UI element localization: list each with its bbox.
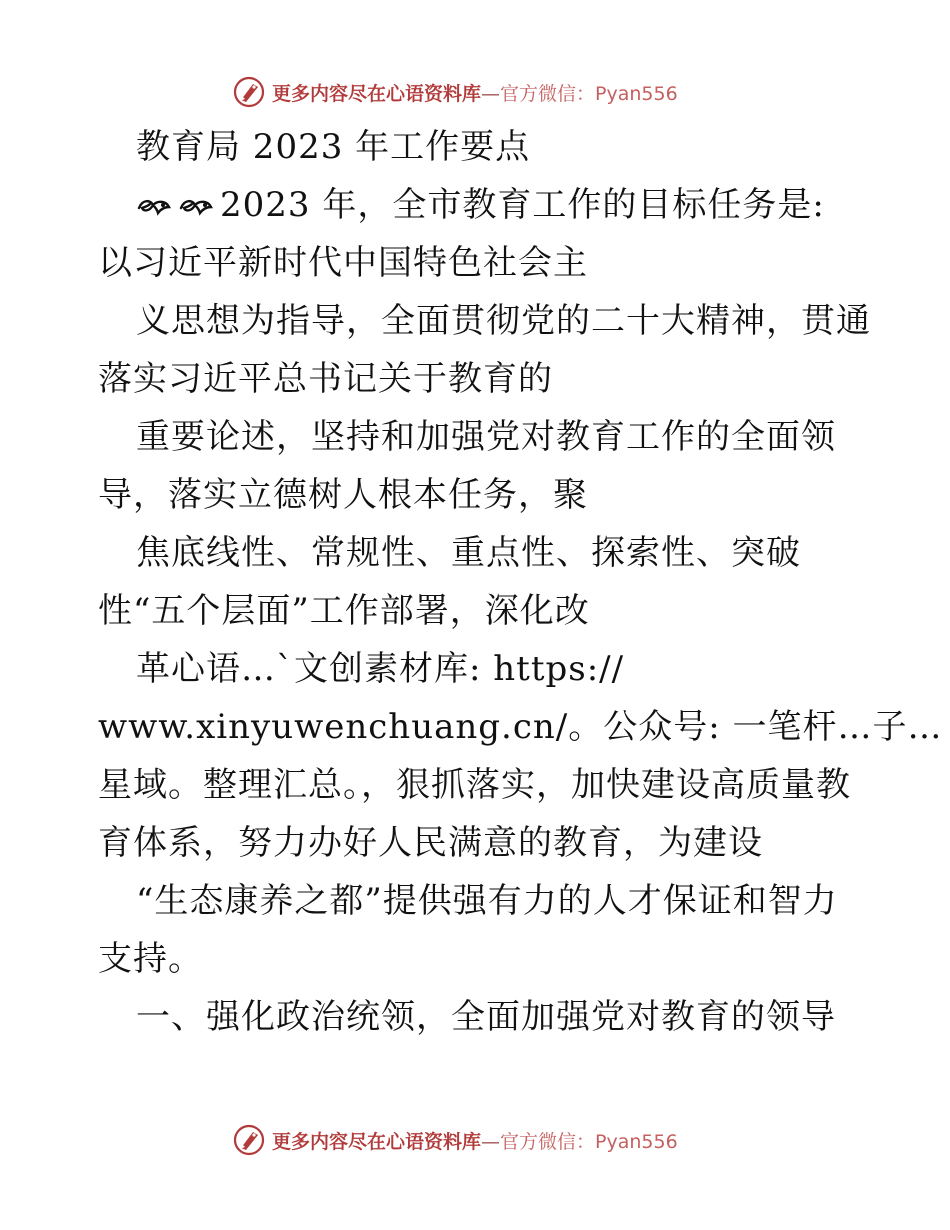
paragraph-line: 重要论述，坚持和加强党对教育工作的全面领 (136, 417, 836, 457)
paragraph-line: “生态康养之都”提供强有力的人才保证和智力 (136, 881, 838, 921)
paragraph-line: 革心语…`文创素材库: https:// (136, 649, 625, 689)
fleuron-icon (136, 194, 172, 218)
watermark-text: 更多内容尽在心语资料库—官方微信：Pyan556 (272, 1130, 678, 1153)
header-watermark (232, 72, 732, 112)
paragraph-line: 义思想为指导，全面贯彻党的二十大精神，贯通 (136, 301, 871, 341)
paragraph-line: www.xinyuwenchuang.cn/。公众号: 一笔杆…子… (98, 707, 943, 747)
paragraph-line: 支持。 (98, 939, 203, 979)
watermark-text: 更多内容尽在心语资料库—官方微信：Pyan556 (272, 82, 678, 105)
paragraph-line: 星域。整理汇总。，狠抓落实，加快建设高质量教 (98, 765, 851, 805)
document-body (98, 118, 943, 1046)
paragraph-line: 焦底线性、常规性、重点性、探索性、突破 (136, 533, 801, 573)
section-heading: 一、强化政治统领，全面加强党对教育的领导 (136, 997, 836, 1037)
paragraph-line: 育体系，努力办好人民满意的教育，为建设 (98, 823, 763, 863)
footer-watermark (232, 1120, 732, 1160)
pen-nib-logo-icon (232, 1123, 266, 1157)
paragraph-line: 导，落实立德树人根本任务，聚 (98, 475, 588, 515)
document-title: 教育局 2023 年工作要点 (136, 127, 531, 167)
pen-nib-logo-icon (232, 75, 266, 109)
fleuron-icon (178, 194, 214, 218)
paragraph-line: 落实习近平总书记关于教育的 (98, 359, 553, 399)
paragraph-line: 性“五个层面”工作部署，深化改 (98, 591, 590, 631)
paragraph-line: 以习近平新时代中国特色社会主 (98, 243, 588, 283)
paragraph-line: 2023 年，全市教育工作的目标任务是: (98, 176, 858, 234)
